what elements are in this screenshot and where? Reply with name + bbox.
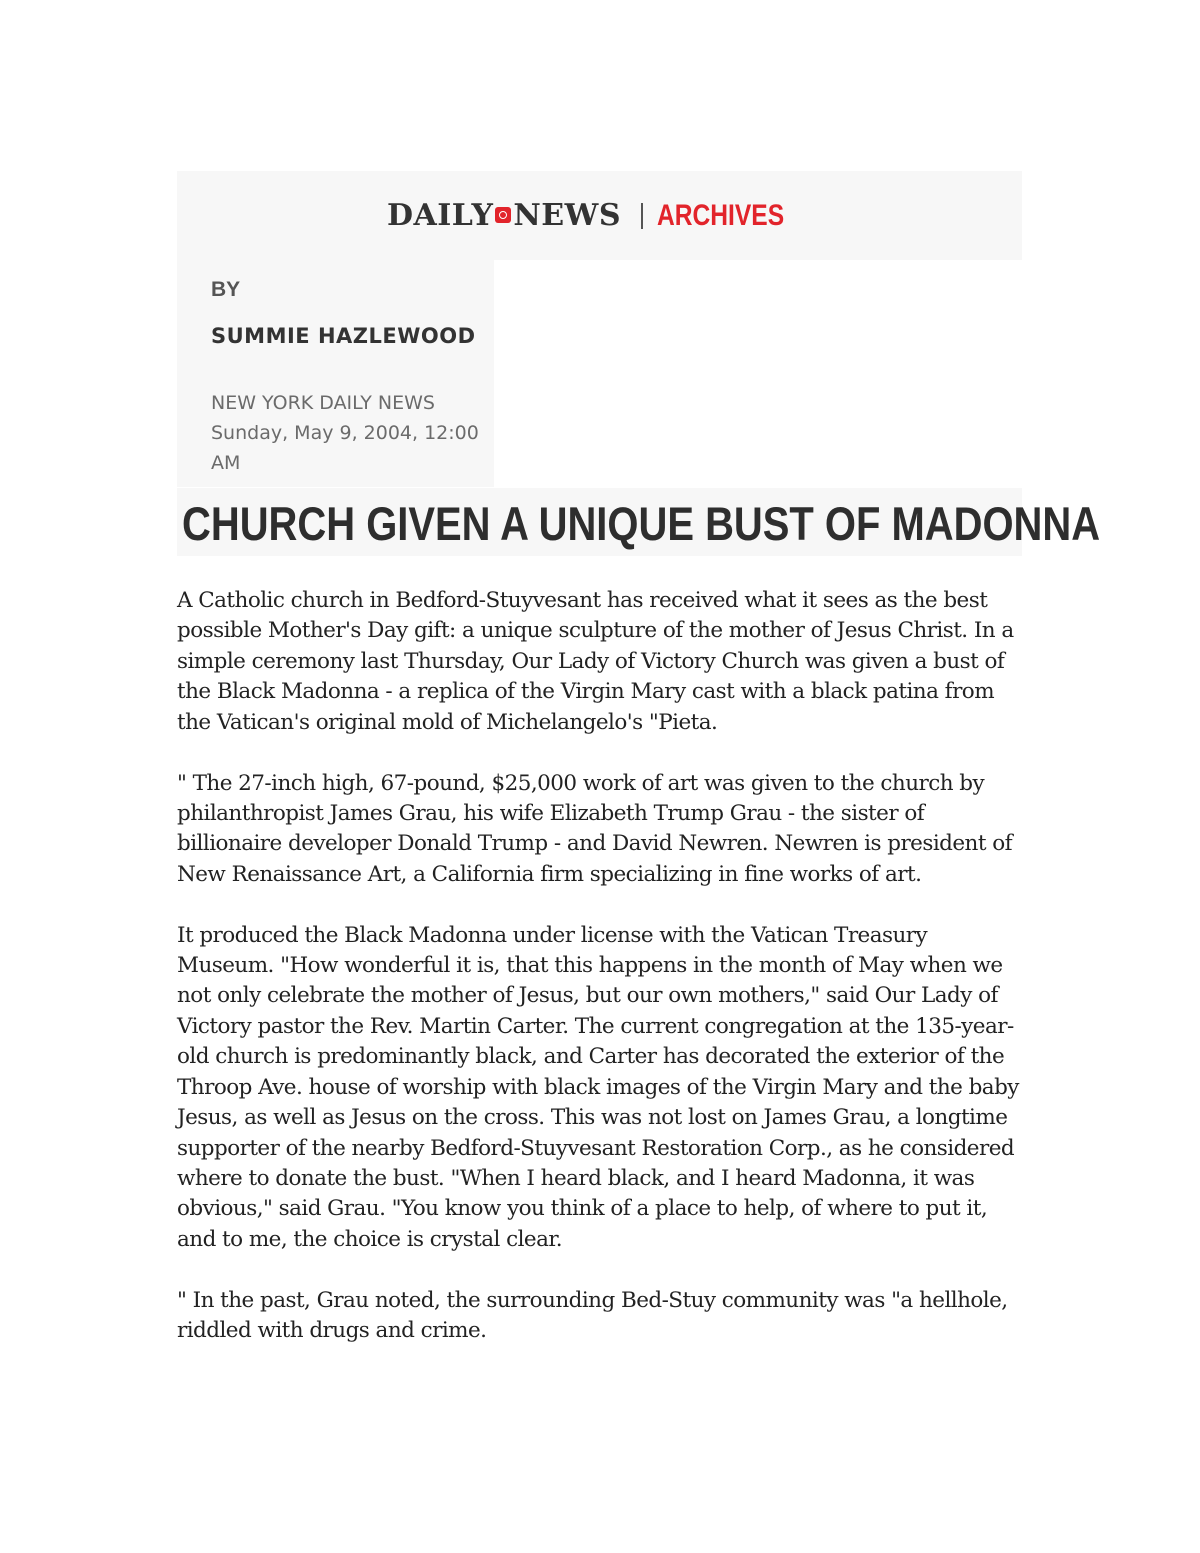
masthead: [177, 171, 1022, 260]
article-paragraph: It produced the Black Madonna under license with the Vatican Treasury Museum. "How wonderful it is, that this happens in the month of May when we not only celebrate the mother of Jesus, but our own mothers," said Our Lady of Victory pastor the Rev. Martin Carter. The current congregation at the 135-year-old church is predominantly black, and Carter has decorated the exterior of the Throop Ave. house of worship with black images of the Virgin Mary and the baby Jesus, as well as Jesus on the cross. This was not lost on James Grau, a longtime supporter of the nearby Bedford-Stuyvesant Restoration Corp., as he considered where to donate the bust. "When I heard black, and I heard Madonna, it was obvious," said Grau. "You know you think of a place to help, of where to put it, and to me, the choice is crystal clear.: [177, 922, 1019, 1252]
by-label: BY: [211, 278, 241, 301]
publication-name: NEW YORK DAILY NEWS: [211, 392, 435, 414]
article-paragraph: " In the past, Grau noted, the surrounding Bed-Stuy community was "a hellhole, riddled with drugs and crime.: [177, 1287, 1008, 1344]
publication-info: [211, 388, 491, 478]
logo-text-daily: DAILY: [386, 198, 494, 233]
publish-date: Sunday, May 9, 2004, 12:00 AM: [211, 422, 479, 474]
article-paragraph: " The 27-inch high, 67-pound, $25,000 work of art was given to the church by philanthropist James Grau, his wife Elizabeth Trump Grau - the sister of billionaire developer Donald Trump - and David Newren. Newren is president of New Renaissance Art, a California firm specializing in fine works of art.: [177, 770, 1013, 887]
logo-text-news: NEWS: [513, 198, 622, 233]
byline-box: [177, 260, 494, 487]
article-body: [177, 586, 1023, 1377]
article-paragraph: A Catholic church in Bedford-Stuyvesant has received what it sees as the best possible Mother's Day gift: a unique sculpture of the mother of Jesus Christ. In a simple ceremony last Thursday, Our Lady of Victory Church was given a bust of the Black Madonna - a replica of the Virgin Mary cast with a black patina from the Vatican's original mold of Michelangelo's "Pieta.: [177, 588, 1014, 735]
author-name[interactable]: SUMMIE HAZLEWOOD: [211, 324, 476, 348]
headline-box: [177, 488, 1101, 556]
masthead-divider: [641, 203, 643, 229]
logo-emblem-icon: [495, 207, 511, 223]
daily-news-logo[interactable]: [387, 198, 621, 233]
archives-section-link[interactable]: ARCHIVES: [657, 198, 785, 232]
article-headline: CHURCH GIVEN A UNIQUE BUST OF MADONNA: [182, 497, 1101, 550]
